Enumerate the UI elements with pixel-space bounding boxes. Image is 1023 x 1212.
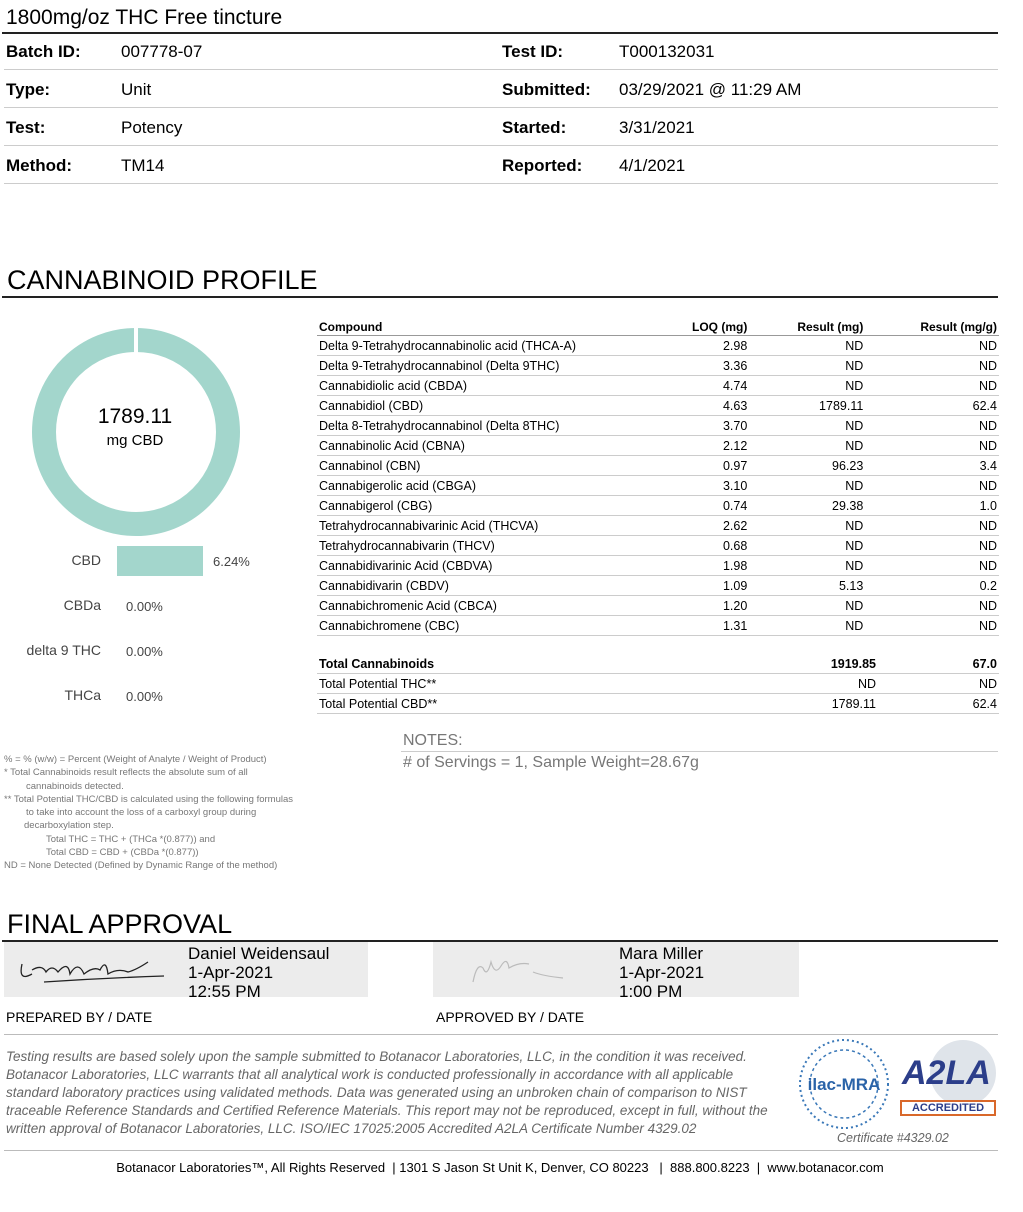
footnote-line: % = % (w/w) = Percent (Weight of Analyte / Weight of Product) (4, 754, 267, 765)
table-cell: ND (749, 616, 865, 636)
approved-info (619, 944, 704, 1001)
table-cell: Cannabinolic Acid (CBNA) (317, 436, 651, 456)
approved-time: 1:00 PM (619, 982, 683, 1001)
footnote-line: to take into account the loss of a carboxyl group during (26, 807, 257, 819)
table-cell: Tetrahydrocannabivarin (THCV) (317, 536, 651, 556)
section-heading: FINAL APPROVAL (7, 909, 233, 939)
table-row (317, 556, 999, 576)
table-cell: Cannabigerolic acid (CBGA) (317, 476, 651, 496)
table-cell (651, 654, 668, 674)
table-cell: Cannabichromene (CBC) (317, 616, 651, 636)
prepared-date: 1-Apr-2021 (188, 963, 274, 982)
table-cell: 1.98 (651, 556, 749, 576)
table-cell: Delta 9-Tetrahydrocannabinolic acid (THCA-A) (317, 336, 651, 356)
table-row (317, 694, 999, 714)
table-row (317, 336, 999, 356)
disclaimer-line: Botanacor Laboratories, LLC warrants that all analytical work is conducted professionally in accordance with all applicable (6, 1067, 734, 1082)
bar-value: 0.00% (126, 644, 163, 659)
divider (4, 69, 998, 70)
signature-image (4, 942, 184, 997)
table-cell: ND (865, 336, 999, 356)
table-cell: 67.0 (878, 654, 999, 674)
table-row (317, 376, 999, 396)
disclaimer (6, 1048, 768, 1138)
approved-caption: APPROVED BY / DATE (436, 1009, 585, 1025)
notes-text: # of Servings = 1, Sample Weight=28.67g (403, 754, 699, 771)
table-cell: ND (749, 556, 865, 576)
table-cell: 3.70 (651, 416, 749, 436)
disclaimer-line: standard laboratory practices using validated methods. Data was generated using an unbroken chain of comparison to NIST (6, 1085, 747, 1100)
table-cell: 4.74 (651, 376, 749, 396)
approved-signature-box (433, 942, 799, 997)
table-cell: ND (749, 596, 865, 616)
donut-unit: mg CBD (106, 432, 164, 449)
divider (4, 145, 998, 146)
prepared-time: 12:55 PM (188, 982, 261, 1001)
table-row (317, 436, 999, 456)
bar (117, 546, 203, 576)
table-cell: 4.63 (651, 396, 749, 416)
bar-value: 0.00% (126, 689, 163, 704)
a2la-text: A2LA (902, 1054, 991, 1092)
bar-value: 0.00% (126, 599, 163, 614)
table-cell: 62.4 (865, 396, 999, 416)
footnote-line: Total THC = THC + (THCa *(0.877)) and (46, 833, 216, 845)
table-cell: ND (749, 516, 865, 536)
table-cell: ND (668, 674, 878, 694)
table-cell: Delta 9-Tetrahydrocannabinol (Delta 9THC) (317, 356, 651, 376)
table-row (317, 396, 999, 416)
table-cell: 0.68 (651, 536, 749, 556)
table-cell: ND (749, 356, 865, 376)
table-cell: Tetrahydrocannabivarinic Acid (THCVA) (317, 516, 651, 536)
notes-heading: NOTES: (403, 732, 463, 749)
column-header: Compound (317, 318, 651, 336)
a2la-logo (900, 1040, 996, 1120)
table-row (317, 456, 999, 476)
table-cell: 1789.11 (749, 396, 865, 416)
bar-label: CBD (71, 552, 101, 568)
table-cell: ND (865, 356, 999, 376)
section-heading: CANNABINOID PROFILE (7, 265, 318, 295)
table-row (317, 616, 999, 636)
column-header: Result (mg/g) (865, 318, 999, 336)
table-cell: 2.98 (651, 336, 749, 356)
divider (2, 32, 998, 34)
table-cell: 0.74 (651, 496, 749, 516)
table-cell: Delta 8-Tetrahydrocannabinol (Delta 8THC) (317, 416, 651, 436)
prepared-name: Daniel Weidensaul (188, 944, 330, 963)
table-cell: Cannabidivarin (CBDV) (317, 576, 651, 596)
ilac-text: ilac-MRA (807, 1075, 881, 1094)
table-row (317, 496, 999, 516)
table-cell: 1.20 (651, 596, 749, 616)
column-header: LOQ (mg) (651, 318, 749, 336)
table-cell: 3.36 (651, 356, 749, 376)
info-value: 007778-07 (121, 42, 203, 61)
table-cell: ND (865, 476, 999, 496)
table-cell: 0.2 (865, 576, 999, 596)
donut-value: 1789.11 (97, 405, 173, 428)
disclaimer-line: traceable Reference Standards and Certified Reference Materials. This report may not be reproduced, except in full, without the (6, 1103, 768, 1118)
donut-gap (134, 326, 138, 356)
table-row (317, 576, 999, 596)
divider (4, 1150, 998, 1151)
footnote-line: * Total Cannabinoids result reflects the absolute sum of all (4, 767, 248, 779)
approved-date: 1-Apr-2021 (619, 963, 705, 982)
table-cell: Cannabigerol (CBG) (317, 496, 651, 516)
divider (2, 296, 998, 298)
table-cell: ND (865, 516, 999, 536)
table-cell: 3.4 (865, 456, 999, 476)
info-value: Unit (121, 80, 152, 99)
table-cell: 62.4 (878, 694, 999, 714)
info-label: Reported: (502, 156, 583, 175)
table-cell: ND (865, 536, 999, 556)
table-cell: 1789.11 (668, 694, 878, 714)
table-cell: Total Cannabinoids (317, 654, 651, 674)
info-label: Started: (502, 118, 567, 137)
divider (4, 1034, 998, 1035)
disclaimer-line: Testing results are based solely upon the sample submitted to Botanacor Laboratories, LLC, in the condition it was received. (6, 1049, 747, 1064)
cannabinoid-table (317, 318, 999, 714)
info-value: Potency (121, 118, 183, 137)
table-cell: 96.23 (749, 456, 865, 476)
total-row (317, 654, 999, 674)
table-row (317, 536, 999, 556)
footnote-line: Total CBD = CBD + (CBDa *(0.877)) (46, 847, 199, 859)
table-cell: 29.38 (749, 496, 865, 516)
info-label: Test: (6, 118, 46, 137)
divider (4, 107, 998, 108)
table-row (317, 596, 999, 616)
info-label: Test ID: (502, 42, 564, 61)
table-cell: 1919.85 (668, 654, 878, 674)
divider (4, 183, 998, 184)
info-value: TM14 (121, 156, 165, 175)
table-cell: ND (865, 416, 999, 436)
accredited-badge: ACCREDITED (900, 1100, 996, 1116)
table-cell: 0.97 (651, 456, 749, 476)
info-value: T000132031 (619, 42, 715, 61)
table-cell: ND (865, 596, 999, 616)
column-header: Result (mg) (749, 318, 865, 336)
table-cell: ND (865, 376, 999, 396)
certificate-number: Certificate #4329.02 (837, 1131, 949, 1145)
prepared-caption: PREPARED BY / DATE (6, 1009, 153, 1025)
info-label: Method: (6, 156, 73, 175)
bar-label: delta 9 THC (26, 642, 101, 658)
table-cell: Cannabidiol (CBD) (317, 396, 651, 416)
table-cell: ND (749, 416, 865, 436)
table-cell: 1.09 (651, 576, 749, 596)
table-cell (651, 674, 668, 694)
table-cell: 1.31 (651, 616, 749, 636)
table-cell: ND (749, 536, 865, 556)
bar-label: THCa (64, 687, 101, 703)
table-cell: Cannabidivarinic Acid (CBDVA) (317, 556, 651, 576)
table-row (317, 356, 999, 376)
footnote-line: ** Total Potential THC/CBD is calculated using the following formulas (4, 793, 294, 805)
info-label: Batch ID: (6, 42, 81, 61)
footnote-line: ND = None Detected (Defined by Dynamic Range of the method) (4, 860, 278, 872)
approved-name: Mara Miller (619, 944, 704, 963)
info-value: 3/31/2021 (619, 118, 695, 137)
table-cell: ND (749, 376, 865, 396)
table-cell: ND (749, 436, 865, 456)
table-cell: ND (865, 616, 999, 636)
footnote-line: decarboxylation step. (24, 820, 114, 832)
info-value: 03/29/2021 @ 11:29 AM (619, 80, 802, 99)
table-row (317, 416, 999, 436)
bar-value: 6.24% (213, 554, 250, 569)
table-cell: ND (749, 476, 865, 496)
table-cell: Total Potential CBD** (317, 694, 651, 714)
table-cell: Total Potential THC** (317, 674, 651, 694)
table-cell: ND (865, 436, 999, 456)
disclaimer-line: written approval of Botanacor Laboratories, LLC. ISO/IEC 17025:2005 Accredited A2LA Certificate Number 4329.02 (6, 1121, 697, 1136)
table-cell: ND (865, 556, 999, 576)
table-cell: 2.62 (651, 516, 749, 536)
table-cell: Cannabinol (CBN) (317, 456, 651, 476)
table-row (317, 516, 999, 536)
table-cell: 2.12 (651, 436, 749, 456)
table-cell: ND (878, 674, 999, 694)
table-cell: 5.13 (749, 576, 865, 596)
info-label: Submitted: (502, 80, 591, 99)
table-cell (651, 694, 668, 714)
ilac-mra-logo (798, 1038, 890, 1130)
table-cell: Cannabidiolic acid (CBDA) (317, 376, 651, 396)
prepared-info (188, 944, 329, 1001)
table-cell: Cannabichromenic Acid (CBCA) (317, 596, 651, 616)
report-title: 1800mg/oz THC Free tincture (6, 6, 283, 29)
table-cell: ND (749, 336, 865, 356)
divider (401, 751, 998, 752)
table-cell: 1.0 (865, 496, 999, 516)
bar-label: CBDa (63, 597, 101, 613)
table-cell: 3.10 (651, 476, 749, 496)
info-value: 4/1/2021 (619, 156, 686, 175)
table-row (317, 476, 999, 496)
table-row (317, 674, 999, 694)
signature-image (433, 942, 613, 997)
info-label: Type: (6, 80, 51, 99)
footnotes (4, 753, 293, 873)
footnote-line: cannabinoids detected. (26, 780, 124, 792)
page-footer: Botanacor Laboratories™, All Rights Reserved | 1301 S Jason St Unit K, Denver, CO 80223 | 888.800.8223 | www.botanacor.com (116, 1160, 884, 1175)
